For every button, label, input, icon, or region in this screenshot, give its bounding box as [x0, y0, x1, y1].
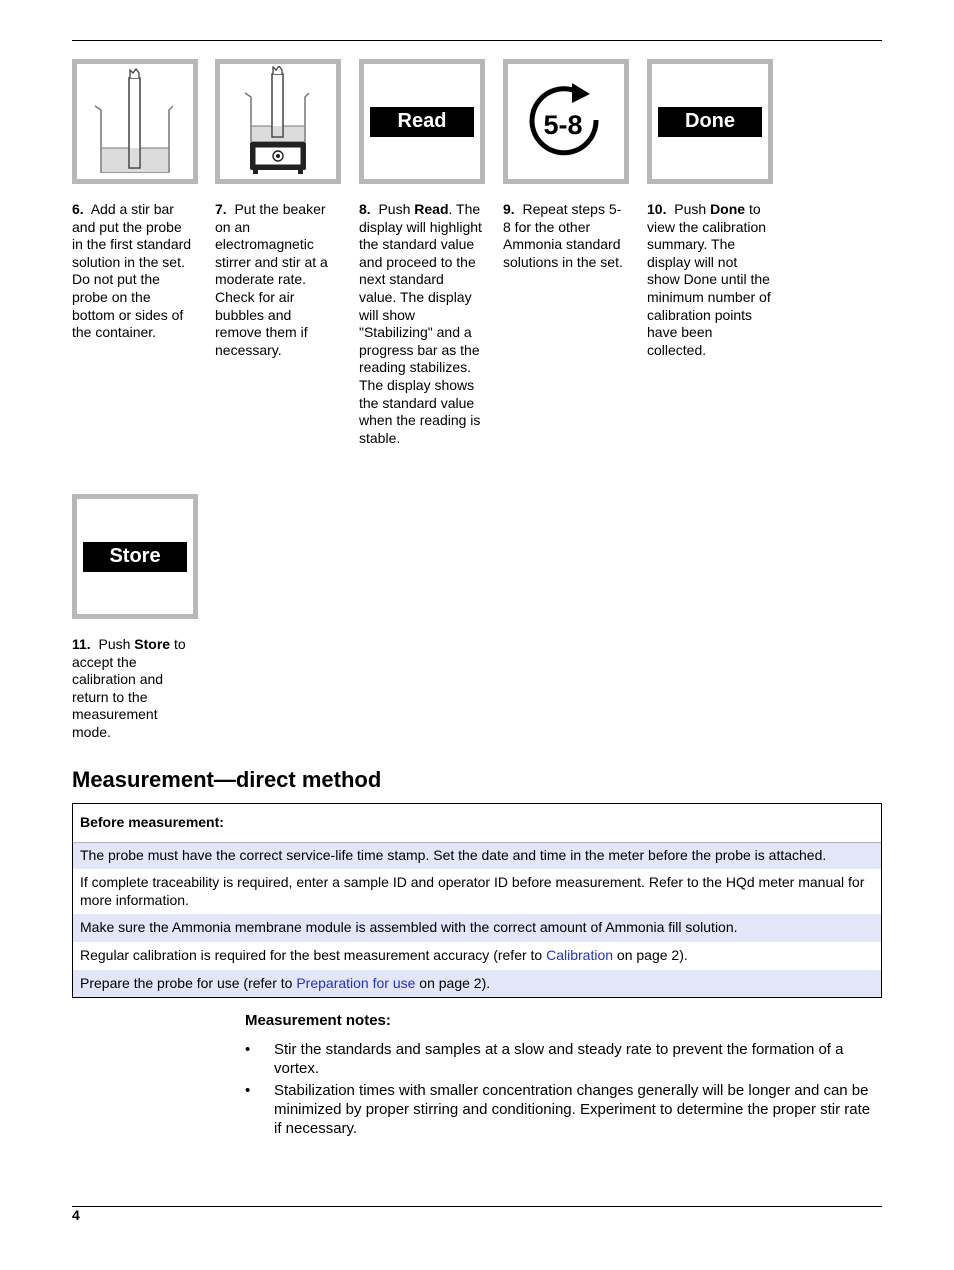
step-number: 10. [647, 201, 667, 217]
key-name: Store [134, 636, 171, 652]
step-text: . The display will highlight the standard value and proceed to the next standard value. The display will show "Stabilizing" and a progress bar as the reading stabilizes. The display shows the standard value when the reading is stable. [359, 201, 482, 446]
step-11-caption [72, 636, 196, 742]
step-10-caption [647, 201, 771, 359]
note-text: Stabilization times with smaller concentration changes generally will be longer and can be minimized by proper stirring and conditioning. Experiment to determine the proper stir rate if necessary. [274, 1082, 871, 1137]
prerequisite-text: The probe must have the correct service-life time stamp. Set the date and time in the meter before the probe is attached. [80, 846, 827, 863]
bullet: • [245, 1082, 251, 1099]
key-name: Done [710, 201, 746, 217]
prerequisites-heading: Before measurement: [73, 804, 881, 843]
calibration-link[interactable]: Calibration [546, 946, 614, 963]
list-item [245, 1040, 875, 1078]
measurement-notes [245, 1012, 875, 1141]
store-key-icon: Store [83, 542, 187, 572]
step-9-caption [503, 201, 627, 271]
read-key-icon: Read [370, 107, 474, 137]
prerequisite-row [73, 970, 881, 998]
page-number: 4 [72, 1207, 80, 1223]
step-number: 9. [503, 201, 515, 217]
prerequisite-text: on page 2). [415, 974, 491, 991]
step-9 [503, 59, 629, 271]
step-6 [72, 59, 198, 342]
step-7-illustration [215, 59, 341, 184]
step-text: to view the calibration summary. The display will not show Done until the minimum number of calibration points have been collected. [647, 201, 771, 358]
step-9-illustration [503, 59, 629, 184]
done-key-icon: Done [658, 107, 762, 137]
prerequisite-text: Make sure the Ammonia membrane module is assembled with the correct amount of Ammonia fill solution. [80, 919, 738, 936]
section-title: Measurement—direct method [72, 767, 382, 792]
header-rule [72, 40, 882, 41]
repeat-arrow-icon [526, 82, 606, 162]
step-8-caption [359, 201, 483, 447]
step-text: Put the beaker on an electromagnetic stirrer and stir at a moderate rate. Check for air bubbles and remove them if necessary. [215, 201, 328, 358]
step-8-illustration [359, 59, 485, 184]
prerequisite-text: on page 2). [613, 946, 688, 963]
step-8 [359, 59, 485, 447]
prerequisite-text: Prepare the probe for use (refer to [80, 974, 297, 991]
prerequisite-row [73, 869, 881, 914]
prerequisite-row [73, 843, 881, 870]
bullet: • [245, 1041, 251, 1058]
notes-list [245, 1040, 875, 1138]
footer-rule [72, 1206, 882, 1207]
step-number: 6. [72, 201, 84, 217]
prerequisite-text: If complete traceability is required, enter a sample ID and operator ID before measurement. Refer to the HQd meter manual for more information. [80, 874, 865, 908]
note-text: Stir the standards and samples at a slow and steady rate to prevent the formation of a vortex. [274, 1041, 844, 1077]
notes-heading: Measurement notes: [245, 1012, 391, 1029]
step-10 [647, 59, 773, 359]
step-text: Push [378, 201, 415, 217]
step-7-caption [215, 201, 339, 359]
step-text: Add a stir bar and put the probe in the first standard solution in the set. Do not put the probe on the bottom or sides of the container. [72, 201, 192, 341]
step-number: 8. [359, 201, 371, 217]
repeat-steps-label: 5-8 [543, 109, 583, 140]
prerequisite-text: Regular calibration is required for the best measurement accuracy (refer to [80, 946, 547, 963]
prerequisite-row [73, 942, 881, 970]
beaker-stirrer-icon [233, 66, 323, 178]
list-item [245, 1081, 875, 1138]
beaker-probe-icon [90, 66, 180, 178]
prerequisites-table [72, 803, 882, 998]
step-6-caption [72, 201, 196, 342]
step-7 [215, 59, 341, 359]
step-11-illustration [72, 494, 198, 619]
step-number: 7. [215, 201, 227, 217]
key-name: Read [414, 201, 449, 217]
step-text: Push [98, 636, 135, 652]
step-11 [72, 494, 198, 742]
step-text: to accept the calibration and return to the measurement mode. [72, 636, 186, 740]
preparation-link[interactable]: Preparation for use [296, 974, 416, 991]
prerequisite-row [73, 914, 881, 942]
step-text: Repeat steps 5-8 for the other Ammonia standard solutions in the set. [503, 201, 623, 270]
step-6-illustration [72, 59, 198, 184]
step-text: Push [674, 201, 711, 217]
step-10-illustration [647, 59, 773, 184]
step-number: 11. [72, 636, 91, 652]
